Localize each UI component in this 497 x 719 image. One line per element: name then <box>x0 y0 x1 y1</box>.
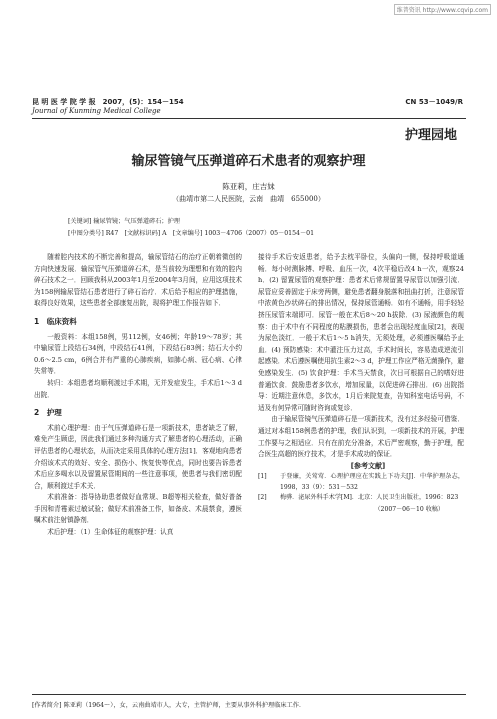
article-title: 输尿管镜气压弹道碎石术患者的观察护理 <box>131 154 366 169</box>
author-note: [作者简介] 陈亚莉（1964～），女，云南曲靖市人，大专，主管护师，主要从事外科护理临床工作． <box>32 702 306 709</box>
footer-rule <box>32 694 466 695</box>
cn-number: CN 53－1049/R <box>405 98 463 106</box>
reference-item <box>258 472 464 493</box>
authors: 陈亚莉，庄吉妹 <box>222 182 275 191</box>
reference-text: 于登廉，关莺莺．心理护理应在实践上下功夫[J]．中华护理杂志，1998，33（9）：531－532 <box>280 473 464 491</box>
section-heading: 2 护理 <box>34 408 62 418</box>
section-heading: 1 临床资料 <box>34 316 77 326</box>
body-paragraph: 术前心理护理：由于气压弹道碎石是一项新技术，患者缺乏了解，难免产生顾虑，因此我们通过多种沟通方式了解患者的心理活动，正确评估患者的心理状态，从而决定采用具体的心理方法[1]．客观地向患者介绍该术式的效好、安全、损伤小、恢复快等优点，同时也要告诉患者术后应多喝水以及留置尿管期间的一些注意事项，使患者与我们密切配合，顺利渡过手术关． <box>34 423 242 490</box>
reference-item <box>258 493 464 504</box>
header-rule <box>32 118 466 119</box>
body-paragraph: 转归：本组患者均顺利渡过手术期，无并发症发生，手术后1～3 d出院． <box>34 378 242 399</box>
watermark: 维普资讯 http://www.cqvip.com <box>394 4 491 15</box>
reference-number: [1] <box>258 473 267 481</box>
classification: [中图分类号] R47 [文献标识码] A [文章编号] 1003－4706（2007）05－0154－01 <box>68 230 315 237</box>
body-paragraph: 术前准备：指导协助患者做好血常规、B超等相关检查，做好普备手因和青霉素过敏试验；做好术前准备工作，如备皮、术晨禁食，遵医嘱术前注射镇静剂． <box>34 493 242 525</box>
references-heading: [参考文献] <box>350 461 386 470</box>
journal-english-name: Journal of Kunming Medical College <box>32 107 161 115</box>
received-date: （2007－06－10 收稿） <box>374 505 444 513</box>
reference-text: 梅骅．泌尿外科手术学[M]．北京：人民卫生出版社，1996：823 <box>280 494 459 502</box>
body-paragraph: 术后护理：（1）生命体征的观察护理：认真 <box>47 528 174 537</box>
right-column <box>258 252 464 515</box>
left-column <box>34 252 242 539</box>
body-paragraph: 接待手术后安返患者，给予去枕平卧位，头偏向一侧，保持呼吸道通畅．每小时测脉搏、呼吸、血压一次，4次平稳后改4 h一次，观察24 h．(2) 留置尿管的观察护理：患者术后常规留置导尿管以加强引流．尿管应妥善固定于床旁两侧，避免患者翻身脱落和扭曲打折，注意尿管中浓黄色沙状碎石的排出情况，保持尿管通畅．如有不通畅，用手轻轻挤压尿管末端即可．尿管一般在术后8～20 h拔除．(3) 尿液颜色的观察：由于术中有不同程度的粘膜损伤，患者会出现轻度血尿[2]，表现为尿色淡红．一般于术后1～5 h消失，无须处理，必须遵医嘱给予止血．(4) 预防感染：术中灌注压力过高，手术时间长，容易造成逆流引起感染．术后遵医嘱使用抗生素2～3 d，护理工作应严格无菌操作，避免感染发生．(5) 饮食护理：手术当天禁食，次日可根据自己的嗜好进普通饮食．鼓励患者多饮水，增加尿量，以促进碎石排出．(6) 出院指导：近期注意休息，多饮水，1月后来院复查，告知科室电话号码，不适及有何异常可随时咨询或复诊． <box>258 253 464 412</box>
keywords: [关键词] 输尿管镜；气压弹道碎石；护理 <box>68 218 180 225</box>
journal-header: 昆 明 医 学 院 学 报 2007，(5)：154－154 <box>32 98 184 106</box>
column-title: 护理园地 <box>404 128 457 143</box>
body-paragraph: 随着腔内技术的不断完善和提高，输尿管结石的治疗正朝着微创的方向快速发展．输尿管气压弹道碎石术，是当前较为理想和有效的腔内碎石技术之一．回顾我科从2003年1月至2004年3月间，应用这项技术为158例输尿管结石患者进行了碎石治疗．术后给予相应的护理措施，取得良好效果，这些患者全部康复出院，现将护理工作报告如下． <box>34 253 242 308</box>
reference-number: [2] <box>258 494 267 502</box>
body-paragraph: 一般资料：本组158例，男112例，女46例；年龄19～78岁；其中输尿管上段结石34例，中段结石41例，下段结石83例；结石大小约0.6～2.5 cm，6例合并有严重的心肺疾病，如肺心病、冠心病、心律失常等． <box>34 332 242 376</box>
body-paragraph: 由于输尿管镜气压弹道碎石是一项新技术，没有过多经验可借鉴．通过对本组158例患者的护理，我们认识到，一项新技术的开展，护理工作要与之相适应．只有在前充分准备，术后严密观察，勤于护理，配合医生高超的医疗技术，才是手术成功的保证． <box>258 415 464 459</box>
affiliation: （曲靖市第二人民医院，云南 曲靖 655000） <box>172 195 325 203</box>
